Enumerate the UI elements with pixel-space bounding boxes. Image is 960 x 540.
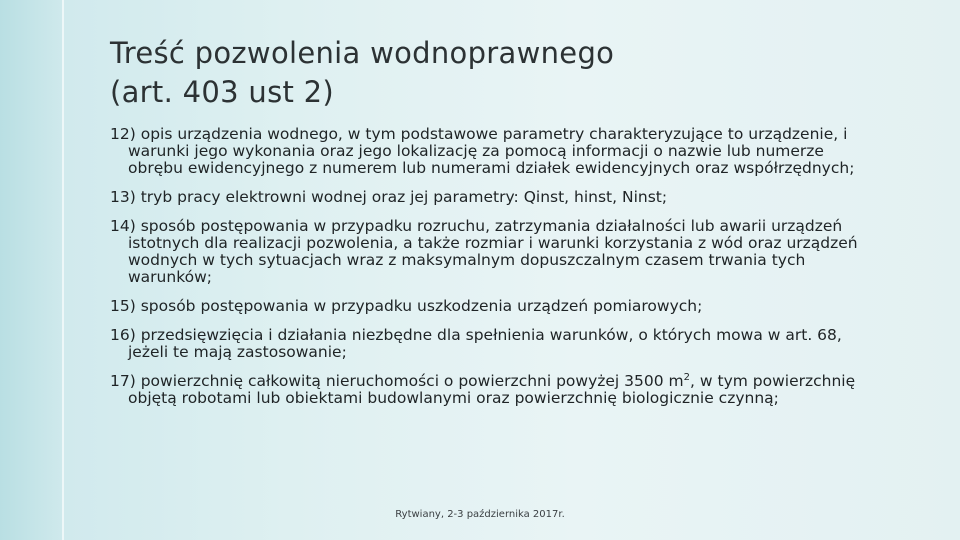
list-item — [110, 327, 870, 361]
list-item — [110, 126, 870, 177]
item-number: 14) — [110, 217, 136, 235]
item-number: 16) — [110, 326, 136, 344]
slide-content — [110, 34, 870, 419]
slide-title-line2: (art. 403 ust 2) — [110, 75, 335, 109]
decorative-divider — [62, 0, 64, 540]
superscript: 2 — [683, 371, 691, 383]
item-number: 12) — [110, 125, 136, 143]
slide-title — [110, 34, 870, 112]
list-item — [110, 189, 870, 206]
list-item — [110, 298, 870, 315]
list-item — [110, 373, 870, 407]
slide-footer — [0, 509, 960, 520]
item-number: 15) — [110, 297, 136, 315]
item-list — [110, 126, 870, 407]
item-number: 17) — [110, 372, 136, 390]
item-text: sposób postępowania w przypadku rozruchu, zatrzymania działalności lub awarii urządzeń istotnych dla realizacji pozwolenia, a także rozmiar i warunki korzystania z wód oraz urządzeń wodnych w tych sytuacjach wraz z maksymalnym dopuszczalnym czasem trwania tych warunków; — [128, 217, 858, 286]
item-text: sposób postępowania w przypadku uszkodzenia urządzeń pomiarowych; — [140, 297, 703, 315]
item-text: opis urządzenia wodnego, w tym podstawowe parametry charakteryzujące to urządzenie, i warunki jego wykonania oraz jego lokalizację za pomocą informacji o nazwie lub numerze obrębu ewidencyjnego z numerem lub numerami działek ewidencyjnych oraz współrzędnych; — [128, 125, 855, 177]
footer-text: Rytwiany, 2-3 października 2017r. — [395, 509, 565, 520]
slide-title-line1: Treść pozwolenia wodnoprawnego — [110, 36, 615, 70]
item-text-before: powierzchnię całkowitą nieruchomości o powierzchni powyżej 3500 m — [140, 372, 684, 390]
item-number: 13) — [110, 188, 136, 206]
list-item — [110, 218, 870, 286]
item-text: przedsięwzięcia i działania niezbędne dla spełnienia warunków, o których mowa w art. 68, jeżeli te mają zastosowanie; — [128, 326, 842, 361]
decorative-side-band — [0, 0, 62, 540]
item-text: tryb pracy elektrowni wodnej oraz jej parametry: Qinst, hinst, Ninst; — [140, 188, 668, 206]
item-text-after: , w tym powierzchnię objętą robotami lub obiektami budowlanymi oraz powierzchnię biologicznie czynną; — [128, 372, 856, 407]
